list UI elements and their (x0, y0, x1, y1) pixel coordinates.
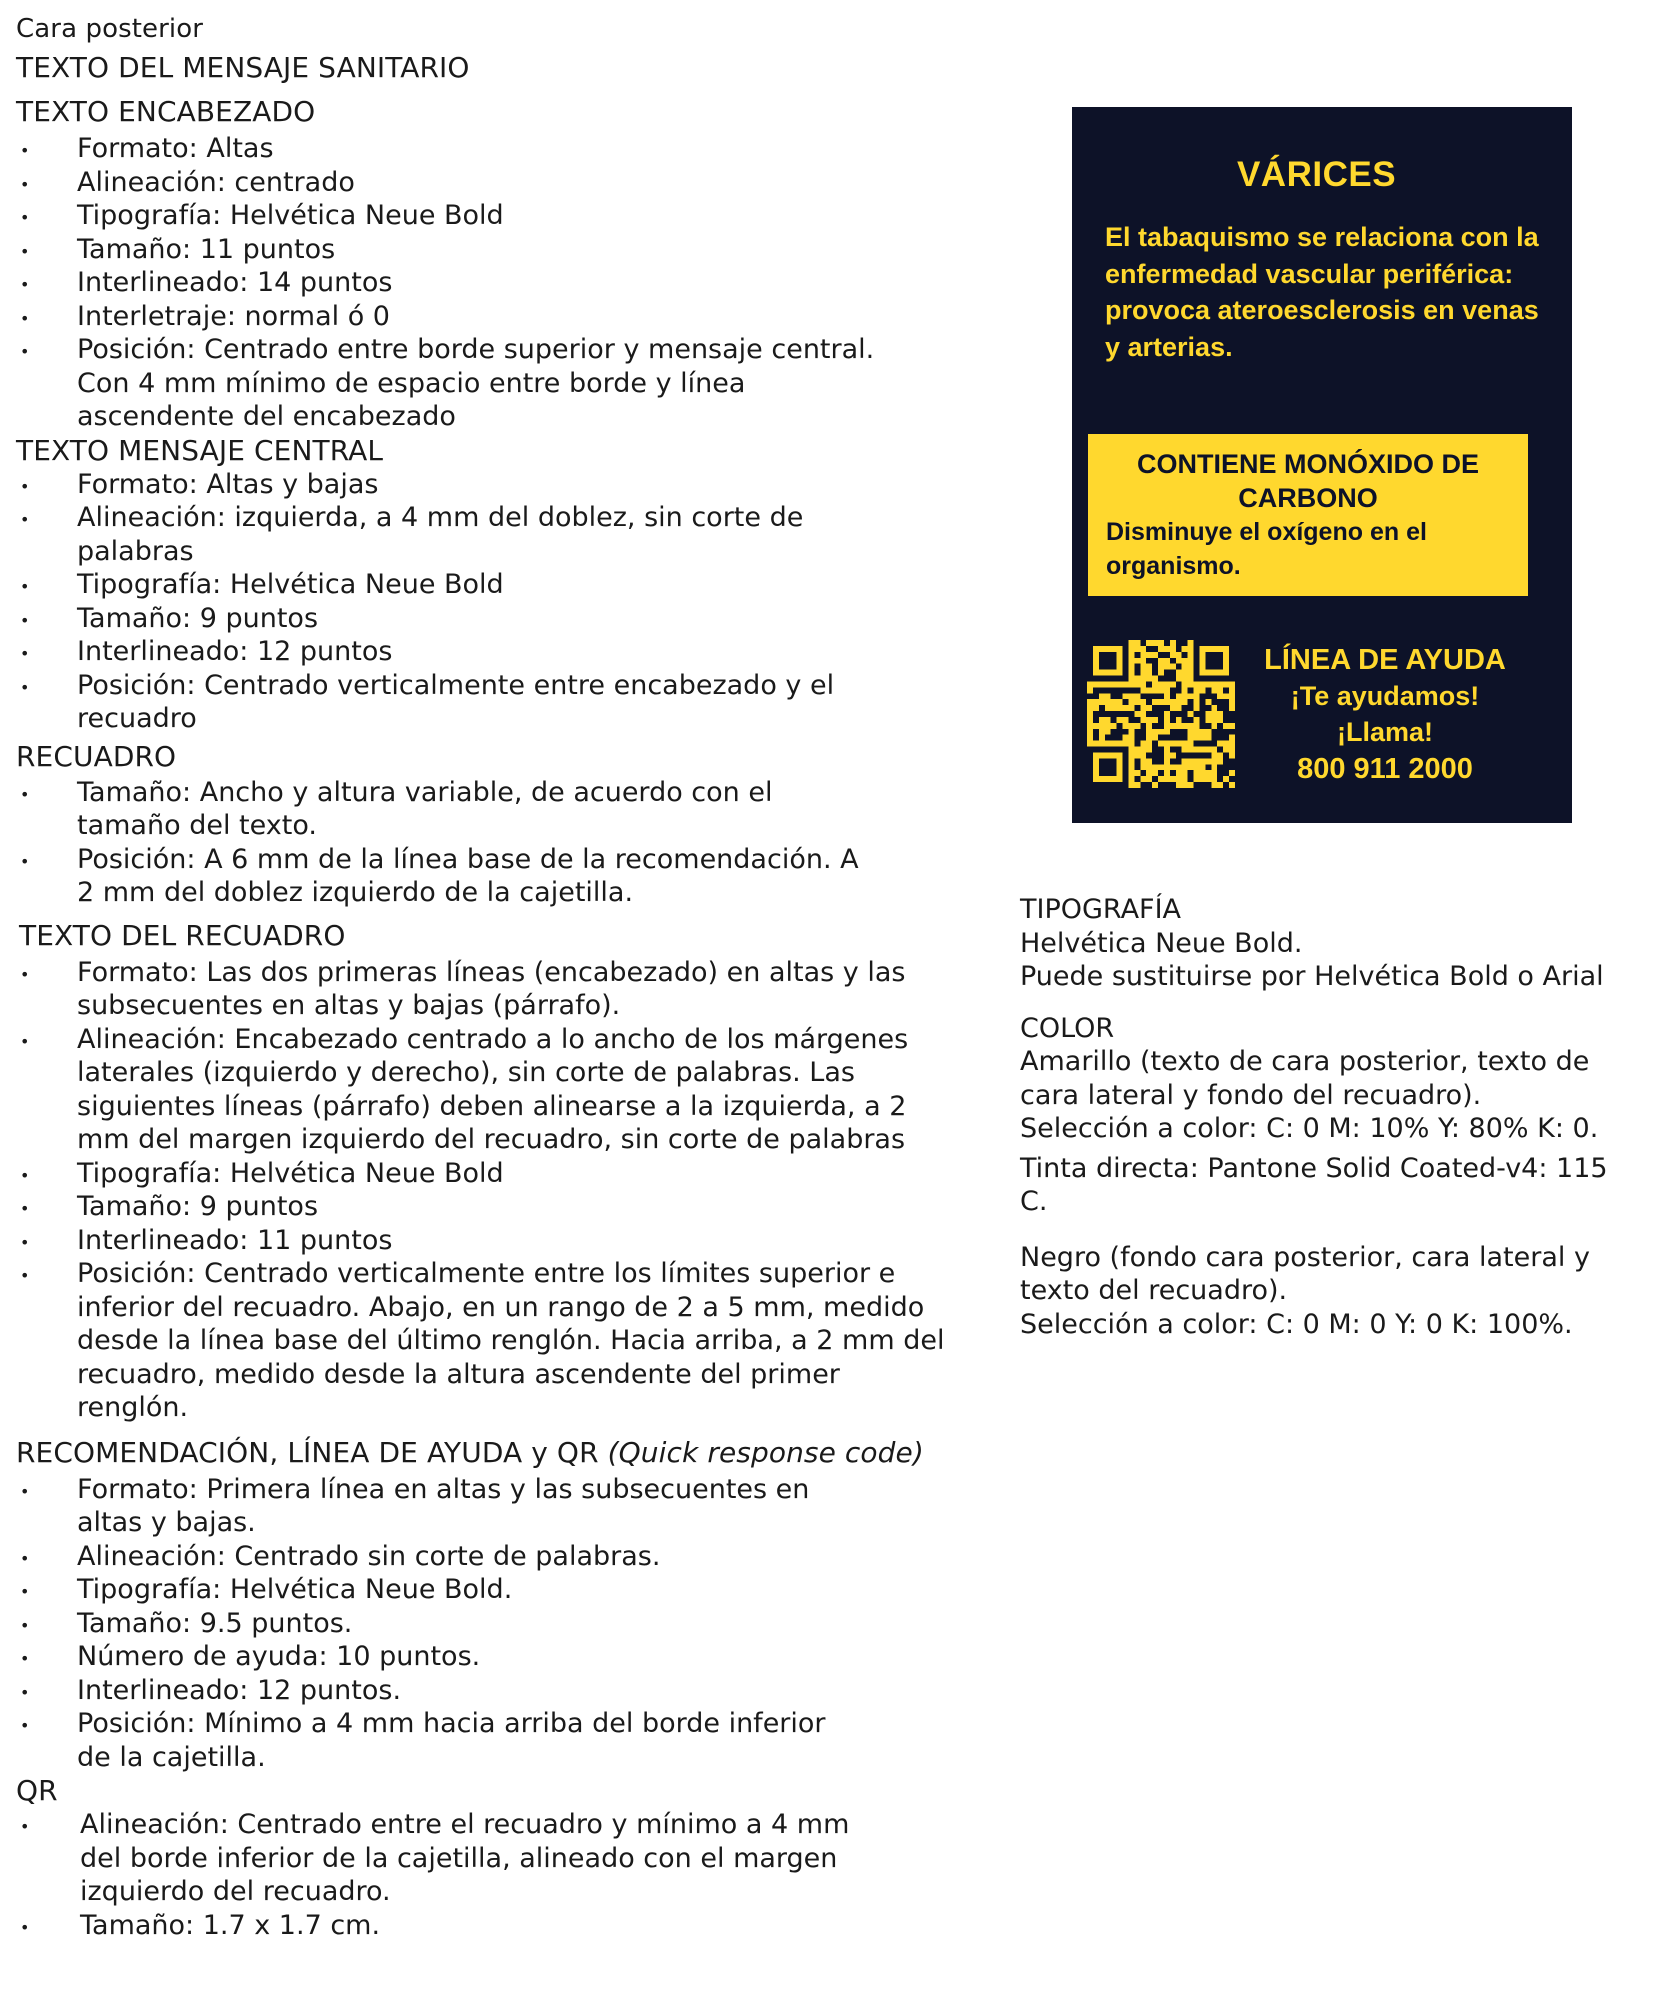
list-qr (16, 1808, 946, 1942)
list-recuadro (16, 776, 946, 910)
typography-line-2: Puede sustituirse por Helvética Bold o Arial (1020, 961, 1604, 992)
list-item: • Posición: Centrado verticalmente entre los límites superior e inferior del recuadro. Abajo, en un rango de 2 a 5 mm, medido desde la línea base del último renglón. Hacia arriba, a 2 mm del recuadro, medido desde la altura ascendente del primer renglón. (16, 1257, 957, 1425)
list-texto-recuadro (16, 956, 946, 1425)
list-item: • Interlineado: 14 puntos (16, 266, 946, 300)
section-title-encabezado: TEXTO ENCABEZADO (16, 95, 316, 128)
color-yellow-selection: Selección a color: C: 0 M: 10% Y: 80% K: 0. (1020, 1113, 1599, 1144)
warning-box (1088, 434, 1528, 596)
help-line-block (1260, 642, 1510, 788)
section-title-recuadro: RECUADRO (16, 739, 177, 773)
warning-box-heading: CONTIENE MONÓXIDO DE CARBONO (1136, 449, 1480, 513)
list-item: • Alineación: Centrado entre el recuadro y mínimo a 4 mm del borde inferior de la cajetilla, alineado con el margen izquierdo del recuadro. (16, 1808, 860, 1909)
list-item: • Posición: A 6 mm de la línea base de la recomendación. A 2 mm del doblez izquierdo de la cajetilla. (16, 843, 867, 910)
list-recomendacion (16, 1473, 946, 1775)
list-item: • Posición: Centrado entre borde superior y mensaje central. Con 4 mm mínimo de espacio entre borde y línea ascendente del encabezado (16, 333, 897, 434)
list-mensaje-central (16, 468, 946, 736)
warning-box-text: Disminuye el oxígeno en el organismo. (1106, 518, 1427, 580)
spec-column (16, 10, 946, 1942)
list-item: • Tamaño: 9 puntos (16, 602, 946, 636)
list-item: • Número de ayuda: 10 puntos. (16, 1640, 946, 1674)
list-item: • Posición: Mínimo a 4 mm hacia arriba del borde inferior de la cajetilla. (16, 1707, 857, 1774)
list-item: • Interlineado: 12 puntos (16, 635, 946, 669)
section-title-italic: (Quick response code) (607, 1435, 924, 1469)
list-item: • Formato: Altas y bajas (16, 468, 946, 502)
list-item: • Posición: Centrado verticalmente entre encabezado y el recuadro (16, 669, 837, 736)
list-item: • Tipografía: Helvética Neue Bold. (16, 1573, 946, 1607)
color-title: COLOR (1020, 1012, 1115, 1044)
list-item: • Interlineado: 11 puntos (16, 1224, 946, 1258)
section-title-recomendacion (16, 1433, 946, 1473)
list-item: • Alineación: centrado (16, 166, 946, 200)
warning-message: El tabaquismo se relaciona con la enfermedad vascular periférica: provoca ateroesclerosis en venas y arterias. (1105, 222, 1539, 362)
section-title-qr: QR (16, 1774, 58, 1807)
list-item: • Alineación: Centrado sin corte de palabras. (16, 1540, 946, 1574)
section-title-text: RECOMENDACIÓN, LÍNEA DE AYUDA y QR (16, 1435, 599, 1469)
typography-line-1: Helvética Neue Bold. (1020, 927, 1303, 959)
help-title: LÍNEA DE AYUDA (1264, 644, 1506, 676)
list-item: • Tipografía: Helvética Neue Bold (16, 199, 946, 233)
qr-code-icon (1087, 640, 1235, 788)
list-item: • Interlineado: 12 puntos. (16, 1674, 946, 1708)
help-number: 800 911 2000 (1297, 753, 1473, 785)
section-title-mensaje-central: TEXTO MENSAJE CENTRAL (16, 433, 384, 467)
list-item: • Interletraje: normal ó 0 (16, 300, 946, 334)
color-yellow-desc: Amarillo (texto de cara posterior, texto de cara lateral y fondo del recuadro). (1020, 1046, 1590, 1111)
list-item: • Alineación: Encabezado centrado a lo ancho de los márgenes laterales (izquierdo y derecho), sin corte de palabras. Las siguientes líneas (párrafo) deben alinearse a la izquierda, a 2 mm del margen izquierdo del recuadro, sin corte de palabras (16, 1023, 937, 1157)
list-encabezado (16, 132, 946, 434)
list-item: • Formato: Las dos primeras líneas (encabezado) en altas y las subsecuentes en altas y bajas (párrafo). (16, 956, 947, 1023)
help-line-2: ¡Llama! (1336, 717, 1434, 747)
list-item: • Tamaño: 9.5 puntos. (16, 1607, 946, 1641)
color-yellow-direct: Tinta directa: Pantone Solid Coated-v4: 115 C. (1020, 1152, 1608, 1217)
list-item: • Tamaño: 11 puntos (16, 233, 946, 267)
list-item: • Formato: Altas (16, 132, 946, 166)
list-item: • Tamaño: 9 puntos (16, 1190, 946, 1224)
warning-panel (1072, 107, 1572, 823)
warning-heading: VÁRICES (1236, 155, 1397, 194)
page-title: Cara posterior (16, 14, 204, 44)
color-black-selection: Selección a color: C: 0 M: 0 Y: 0 K: 100%. (1020, 1308, 1573, 1340)
list-item: • Tipografía: Helvética Neue Bold (16, 568, 946, 602)
list-item: • Tamaño: 1.7 x 1.7 cm. (16, 1909, 946, 1943)
list-item: • Tipografía: Helvética Neue Bold (16, 1157, 946, 1191)
main-title: TEXTO DEL MENSAJE SANITARIO (16, 51, 470, 84)
typography-title: TIPOGRAFÍA (1020, 894, 1182, 925)
list-item: • Alineación: izquierda, a 4 mm del doblez, sin corte de palabras (16, 501, 847, 568)
list-item: • Formato: Primera línea en altas y las subsecuentes en altas y bajas. (16, 1473, 847, 1540)
help-line-1: ¡Te ayudamos! (1290, 681, 1480, 711)
section-title-texto-recuadro: TEXTO DEL RECUADRO (19, 918, 346, 952)
notes-column (1020, 893, 1640, 1341)
color-black-desc: Negro (fondo cara posterior, cara lateral y texto del recuadro). (1020, 1241, 1590, 1306)
list-item: • Tamaño: Ancho y altura variable, de acuerdo con el tamaño del texto. (16, 776, 837, 843)
